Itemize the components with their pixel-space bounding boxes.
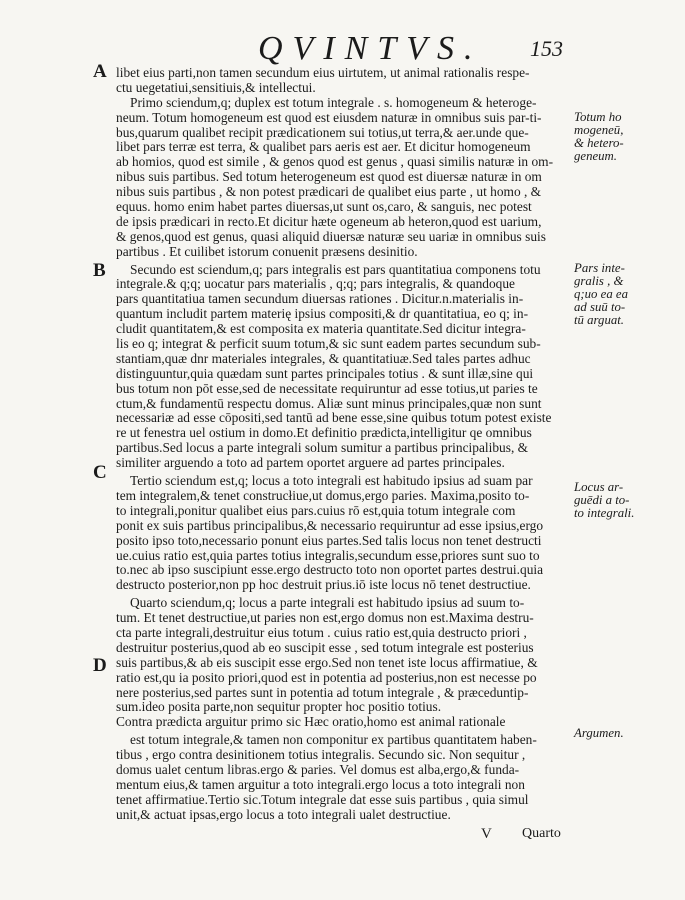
text-line: unit,& actuat ipsas,ergo locus a toto integrali ualet destructiue.	[116, 807, 451, 822]
marginal-line: Pars inte-	[574, 261, 625, 275]
marginal-line: guēdi a to-	[574, 493, 630, 507]
text-line: suis partibus,& ab eis suscipit esse ergo.Sed non tenet iste locus affirmatiue, &	[116, 655, 538, 670]
text-line: bus,quarum qualibet recipit prædicationem sui totius,ut terra,& aer.unde que-	[116, 125, 529, 140]
text-line: quantum includit partem materię ipsius compositi,& dr quantitatiua, eo q; in-	[116, 307, 529, 322]
text-line	[116, 823, 566, 838]
paragraph-start: Primo sciendum,q; duplex est totum integrale . s. homogeneum & heteroge-	[130, 95, 537, 110]
text-line: destruitur posterius,quod ab eo suscipit esse , sed totum integrale est posterius	[116, 640, 534, 655]
signature-mark: V	[481, 826, 492, 842]
text-line: destructo posterior,non pp hoc destruit prius.iō iste locus nō tenet destructiue.	[116, 578, 531, 593]
text-line: nibus suis partibus , & non potest prædicari de qualibet eius parte , ut homo , &	[116, 185, 542, 200]
main-text-column	[116, 66, 566, 837]
text-line: cta parte integrali,destruitur eius totum . cuius ratio est,quia destructo priori ,	[116, 625, 527, 640]
text-line: mentum eius,& tamen arguitur a toto integrali.ergo locus a toto integrali non	[116, 777, 525, 792]
marginal-note-argumen	[574, 727, 674, 740]
text-line: tum. Et tenet destructiue,ut paries non est,ergo domus non est.Maxima destru-	[116, 611, 534, 626]
marginal-line: ad suū to-	[574, 300, 626, 314]
text-line: tenet affirmatiue.Tertio sic.Totum integrale dat esse suis partibus , quia simul	[116, 792, 529, 807]
text-line: partibus.Sed locus a parte integrali solum sumitur a partibus principalibus, &	[116, 441, 529, 456]
text-line: similiter arguendo a toto ad partem oportet arguere ad partes principales.	[116, 456, 505, 471]
paragraph-start: est totum integrale,& tamen non componitur ex partibus quantitatem haben-	[130, 733, 537, 748]
text-line: integrale.& q;q; uocatur pars materialis , q;q; pars integralis, & quandoque	[116, 277, 516, 292]
paragraph-start: Tertio sciendum est,q; locus a toto integrali est habitudo ipsius ad suam par	[130, 474, 533, 489]
text-line: libet pars terræ est terra, & qualibet pars aeris est aer. Et dicitur homogeneum	[116, 140, 531, 155]
text-line: ctum,& fundamentū respectu domus. Aliæ sunt minus principales,quæ non sunt	[116, 396, 542, 411]
text-line: tibus , ergo contra desinitionem totius integralis. Secundo sic. Non sequitur ,	[116, 748, 526, 763]
marginal-note-locus-arguendi	[574, 481, 674, 520]
marginal-note-pars-integralis	[574, 262, 674, 327]
text-line: tem integralem,& tenet construcłiue,ut domus,ergo paries. Maxima,posito to-	[116, 488, 530, 503]
marginal-line: Argumen.	[574, 726, 624, 740]
catchword: Quarto	[522, 826, 561, 841]
marginal-line: q;uo ea ea	[574, 287, 629, 301]
text-line: equus. homo enim habet partes diuersas,ut sunt os,caro, & sanguis, nec potest	[116, 200, 532, 215]
marginal-line: Totum ho	[574, 110, 622, 124]
marginal-line: geneum.	[574, 149, 617, 163]
text-line: libet eius parti,non tamen secundum eius uirtutem, ut animal rationalis respe-	[116, 66, 530, 80]
text-line: distinguuntur,quia quædam sunt partes principales totius . & sunt illæ,sine qui	[116, 366, 534, 381]
text-line: bus totum non pōt esse,sed de necessitate requiruntur ad esse totius,ut paries te	[116, 381, 538, 396]
paragraph-start: Quarto sciendum,q; locus a parte integrali est habitudo ipsius ad suum to-	[130, 596, 525, 611]
text-line: cludit quantitatem,& est composita ex materia quantitate.Sed dicitur integra-	[116, 322, 526, 337]
text-line: ab homios, quod est simile , & genos quod est genus , quasi similis naturæ in om-	[116, 155, 554, 170]
text-line: nibus suis partibus. Sed totum heterogeneum est quod est diuersæ naturæ in om	[116, 170, 542, 185]
marginal-line: tū arguat.	[574, 313, 625, 327]
page-number: 153	[530, 36, 563, 61]
text-line: nere posterius,sed partes sunt in potentia ad totum integrale , & præceduntip-	[116, 685, 529, 700]
text-line: posito ipso toto,necessario ponunt eius partes.Sed talis locus non tenet destructi	[116, 533, 542, 548]
text-line: partibus . Et cuilibet istorum conuenit præsens desinitio.	[116, 244, 418, 259]
section-marker-c: C	[93, 462, 107, 483]
text-line: to integrali,ponitur qualibet eius pars.cuius rō est,quia totum integrale com	[116, 503, 516, 518]
marginal-line: gralis , &	[574, 274, 624, 288]
text-line: re ut fenestra uel ostium in domo.Et definitio prædicta,intelligitur qe omnibus	[116, 426, 532, 441]
text-line: stantiam,quæ dnr materiales integrales, & quantitatiuæ.Sed tales partes adhuc	[116, 351, 531, 366]
text-line: de ipsis prædicari in recto.Et dicitur hæte ogeneum ab heteron,quod est uarium,	[116, 214, 542, 229]
text-line: ponit ex suis partibus principalibus,& necessario requiruntur ad esse ipsius,ergo	[116, 518, 544, 533]
section-marker-d: D	[93, 655, 107, 676]
text-line: ue.cuius ratio est,quia partes totius integralis,secundum esse,priores sunt suo to	[116, 548, 540, 563]
text-line: domus ualet centum libras.ergo & paries. Vel domus est alba,ergo,& funda-	[116, 762, 520, 777]
text-line: ctu uegetatiui,sensitiuis,& intellectui.	[116, 80, 316, 95]
section-marker-b: B	[93, 260, 106, 281]
marginal-line: Locus ar-	[574, 480, 624, 494]
text-line: pars quantitatiua tamen secundum diuersas rationes . Dicitur.n.materialis in-	[116, 292, 524, 307]
text-line: sum.ideo posita parte,non sequitur propter hoc positio totius.	[116, 700, 442, 715]
text-line: & genos,quod est genus, quasi aliquid diuersæ naturæ seu uariæ in omnibus suis	[116, 229, 546, 244]
section-marker-a: A	[93, 61, 107, 82]
text-line: lis eo q; integrat & perficit suum totum,& sic sunt eadem partes secundum sub-	[116, 337, 541, 352]
text-line: neum. Totum homogeneum est quod est eiusdem naturæ in omnibus suis par-ti-	[116, 110, 542, 125]
marginal-note-totum-homogeneum	[574, 111, 674, 163]
marginal-line: mogeneū,	[574, 123, 624, 137]
text-line: to.nec ab ipso suscipiunt esse.ergo destructo toto non oportet partes destrui.quia	[116, 563, 544, 578]
text-line: necessariæ ad esse cōpositi,sed tantū ad bene esse,sine quibus totum potest existe	[116, 411, 552, 426]
running-title: QVINTVS.	[258, 30, 483, 67]
text-line: Contra prædicta arguitur primo sic Hæc oratio,homo est animal rationale	[116, 715, 506, 730]
marginal-line: & hetero-	[574, 136, 624, 150]
marginal-line: to integrali.	[574, 506, 635, 520]
paragraph-start: Secundo est sciendum,q; pars integralis est pars quantitatiua componens totu	[130, 262, 541, 277]
text-line: ratio est,qu ia posito priori,quod est in potentia ad posterius,non est necesse po	[116, 670, 537, 685]
